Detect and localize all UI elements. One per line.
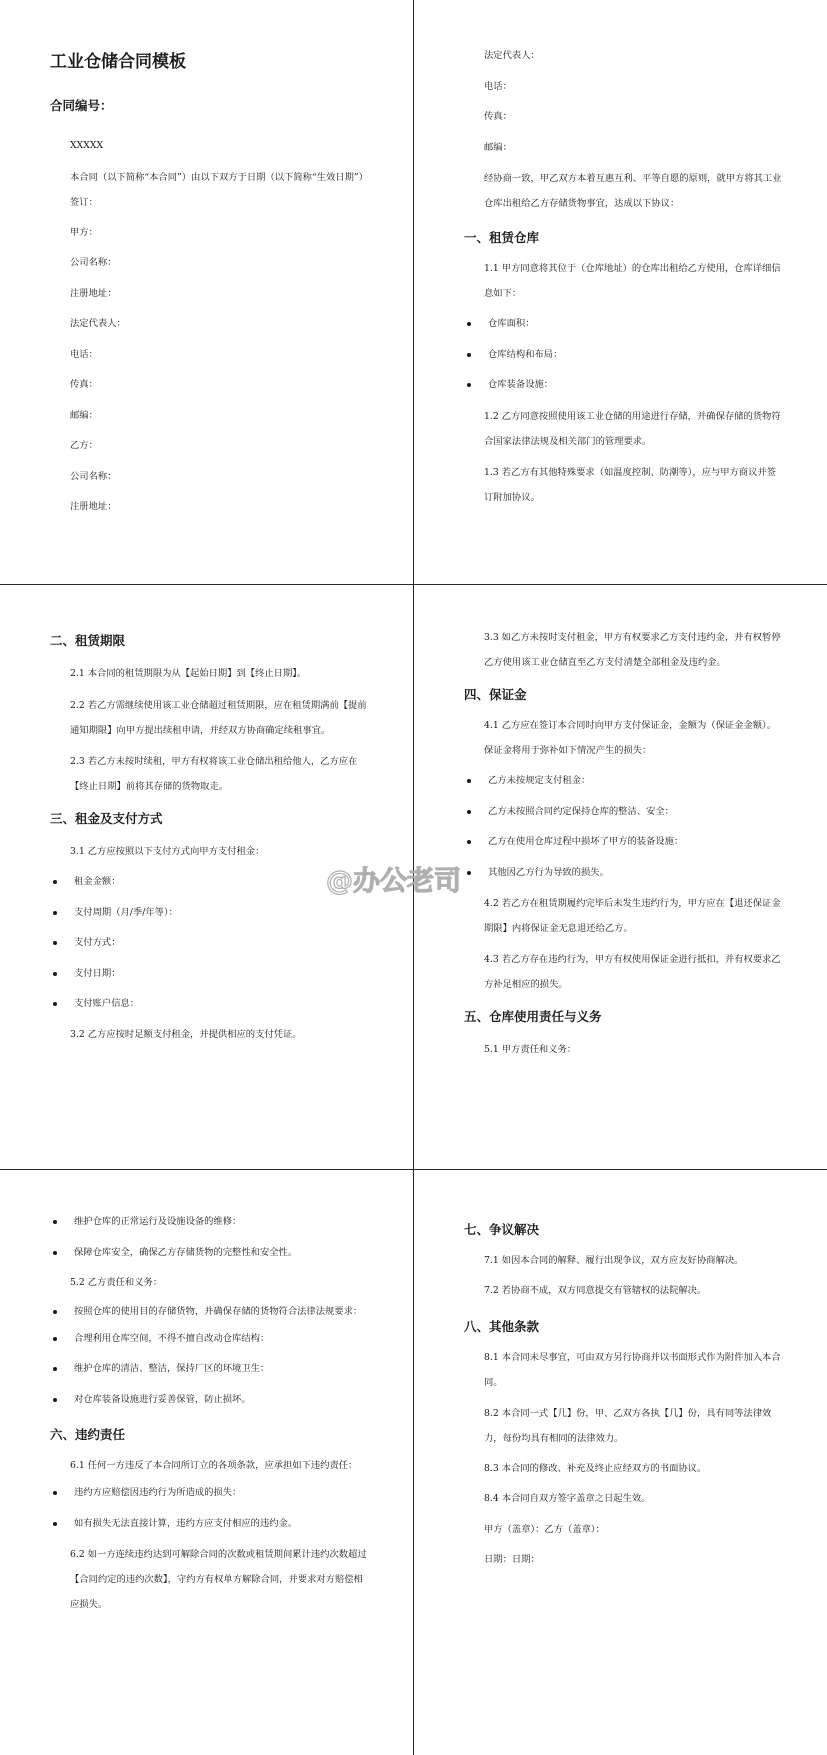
document-page-3 bbox=[0, 585, 414, 1170]
paragraph: 8.4 本合同自双方签字盖章之日起生效。 bbox=[484, 1493, 651, 1504]
paragraph: 法定代表人： bbox=[484, 50, 540, 61]
paragraph: 8.1 本合同未尽事宜，可由双方另行协商并以书面形式作为附件加入本合同。 bbox=[484, 1351, 781, 1388]
paragraph: 经协商一致，甲乙双方本着互惠互利、平等自愿的原则，就甲方将其工业仓库出租给乙方存储货物事宜，达成以下协议： bbox=[484, 173, 782, 209]
paragraph: 2.1 本合同的租赁期限为从【起始日期】到【终止日期】。 bbox=[70, 668, 307, 679]
paragraph: 注册地址： bbox=[70, 501, 117, 512]
section-heading: 七、争议解决 bbox=[464, 1222, 540, 1237]
paragraph: 4.2 若乙方在租赁期履约完毕后未发生违约行为，甲方应在【退还保证金期限】内将保证金无息退还给乙方。 bbox=[484, 898, 781, 934]
bullet-item: 租金金额： bbox=[50, 867, 369, 898]
bullet-item: 如有损失无法直接计算，违约方应支付相应的违约金。 bbox=[50, 1509, 369, 1540]
paragraph: 甲方： bbox=[70, 226, 98, 238]
section-heading: 合同编号： bbox=[50, 98, 113, 113]
paragraph: 传真： bbox=[70, 379, 98, 390]
paragraph: 1.2 乙方同意按照使用该工业仓储的用途进行存储，并确保存储的货物符合国家法律法规及相关部门的管理要求。 bbox=[484, 410, 781, 447]
bullet-item: 乙方未按规定支付租金： bbox=[464, 766, 785, 797]
document-page-5 bbox=[0, 1170, 414, 1755]
watermark: @办公老司 bbox=[326, 865, 461, 897]
document-page-6 bbox=[414, 1170, 827, 1755]
paragraph: 8.2 本合同一式【几】份，甲、乙双方各执【几】份，具有同等法律效力，每份均具有相同的法律效力。 bbox=[484, 1407, 772, 1444]
paragraph: XXXXX bbox=[70, 140, 104, 151]
paragraph: 5.1 甲方责任和义务： bbox=[484, 1044, 577, 1055]
paragraph: 3.2 乙方应按时足额支付租金，并提供相应的支付凭证。 bbox=[70, 1028, 302, 1040]
bullet-item: 仓库面积： bbox=[464, 309, 785, 340]
section-heading: 一、租赁仓库 bbox=[464, 230, 540, 245]
bullet-item: 乙方未按照合同约定保持仓库的整洁、安全： bbox=[464, 797, 785, 828]
bullet-item: 支付方式： bbox=[50, 928, 369, 959]
section-heading: 八、其他条款 bbox=[464, 1318, 540, 1334]
paragraph: 邮编： bbox=[484, 141, 512, 153]
section-heading: 三、租金及支付方式 bbox=[50, 810, 163, 826]
paragraph: 公司名称： bbox=[70, 257, 117, 268]
section-heading: 五、仓库使用责任与义务 bbox=[464, 1009, 602, 1024]
document-page-2 bbox=[414, 0, 827, 585]
paragraph: 乙方： bbox=[70, 440, 98, 451]
paragraph: 3.3 如乙方未按时支付租金，甲方有权要求乙方支付违约金，并有权暂停乙方使用该工业仓储直至乙方支付清楚全部租金及违约金。 bbox=[484, 632, 781, 668]
bullet-item: 其他因乙方行为导致的损失。 bbox=[464, 858, 785, 889]
bullet-item: 维护仓库的正常运行及设施设备的维修： bbox=[50, 1207, 369, 1238]
bullet-item: 仓库装备设施： bbox=[464, 370, 785, 401]
paragraph: 甲方（盖章）：乙方（盖章）： bbox=[484, 1523, 605, 1535]
document-page-4 bbox=[414, 585, 827, 1170]
bullet-item: 对仓库装备设施进行妥善保管，防止损坏。 bbox=[50, 1385, 369, 1416]
paragraph: 6.1 任何一方违反了本合同所订立的各项条款，应承担如下违约责任： bbox=[70, 1460, 358, 1471]
paragraph: 4.1 乙方应在签订本合同时向甲方支付保证金，金额为（保证金金额）。保证金将用于弥补如下情况产生的损失： bbox=[484, 720, 776, 756]
paragraph: 本合同（以下简称“本合同”）由以下双方于日期（以下简称“生效日期”）签订： bbox=[70, 171, 368, 208]
paragraph: 7.1 如因本合同的解释、履行出现争议，双方应友好协商解决。 bbox=[484, 1255, 744, 1266]
paragraph: 电话： bbox=[484, 80, 512, 92]
bullet-item: 合理利用仓库空间，不得不擅自改动仓库结构： bbox=[50, 1324, 369, 1355]
bullet-item: 按照仓库的使用目的存储货物，并确保存储的货物符合法律法规要求： bbox=[50, 1299, 369, 1324]
bullet-item: 支付周期（月/季/年等）： bbox=[50, 898, 369, 929]
paragraph: 传真： bbox=[484, 111, 512, 122]
paragraph: 2.3 若乙方未按时续租，甲方有权将该工业仓储出租给他人，乙方应在【终止日期】前将其存储的货物取走。 bbox=[70, 755, 358, 792]
section-heading: 四、保证金 bbox=[464, 687, 527, 702]
paragraph: 7.2 若协商不成，双方同意提交有管辖权的法院解决。 bbox=[484, 1285, 707, 1296]
bullet-item: 支付日期： bbox=[50, 959, 369, 990]
document-title: 工业仓储合同模板 bbox=[50, 52, 186, 72]
paragraph: 5.2 乙方责任和义务： bbox=[70, 1277, 163, 1288]
paragraph: 6.2 如一方连续违约达到可解除合同的次数或租赁期间累计违约次数超过【合同约定的违约次数】，守约方有权单方解除合同，并要求对方赔偿相应损失。 bbox=[70, 1549, 367, 1610]
section-heading: 二、租赁期限 bbox=[50, 633, 126, 648]
paragraph: 公司名称： bbox=[70, 470, 117, 482]
paragraph: 3.1 乙方应按照以下支付方式向甲方支付租金： bbox=[70, 845, 265, 857]
bullet-item: 仓库结构和布局： bbox=[464, 340, 785, 371]
paragraph: 1.3 若乙方有其他特殊要求（如温度控制、防潮等），应与甲方商议并签订附加协议。 bbox=[484, 466, 776, 503]
paragraph: 邮编： bbox=[70, 409, 98, 421]
bullet-item: 维护仓库的清洁、整洁，保持厂区的环境卫生： bbox=[50, 1354, 369, 1385]
paragraph: 法定代表人： bbox=[70, 318, 126, 329]
bullet-item: 乙方在使用仓库过程中损坏了甲方的装备设施： bbox=[464, 827, 785, 858]
bullet-item: 支付账户信息： bbox=[50, 989, 369, 1020]
paragraph: 2.2 若乙方需继续使用该工业仓储超过租赁期限，应在租赁期满前【提前通知期限】向甲方提出续租申请，并经双方协商确定续租事宜。 bbox=[70, 699, 367, 736]
paragraph: 8.3 本合同的修改、补充及终止应经双方的书面协议。 bbox=[484, 1462, 707, 1474]
paragraph: 日期：日期： bbox=[484, 1554, 540, 1565]
paragraph: 电话： bbox=[70, 348, 98, 360]
section-heading: 六、违约责任 bbox=[50, 1427, 126, 1442]
bullet-item: 保障仓库安全，确保乙方存储货物的完整性和安全性。 bbox=[50, 1238, 369, 1269]
paragraph: 1.1 甲方同意将其位于（仓库地址）的仓库出租给乙方使用，仓库详细信息如下： bbox=[484, 263, 781, 299]
paragraph: 4.3 若乙方存在违约行为，甲方有权使用保证金进行抵扣，并有权要求乙方补足相应的损失。 bbox=[484, 954, 781, 990]
bullet-item: 违约方应赔偿因违约行为所造成的损失： bbox=[50, 1478, 369, 1509]
paragraph: 注册地址： bbox=[70, 287, 117, 299]
document-page-1 bbox=[0, 0, 414, 585]
